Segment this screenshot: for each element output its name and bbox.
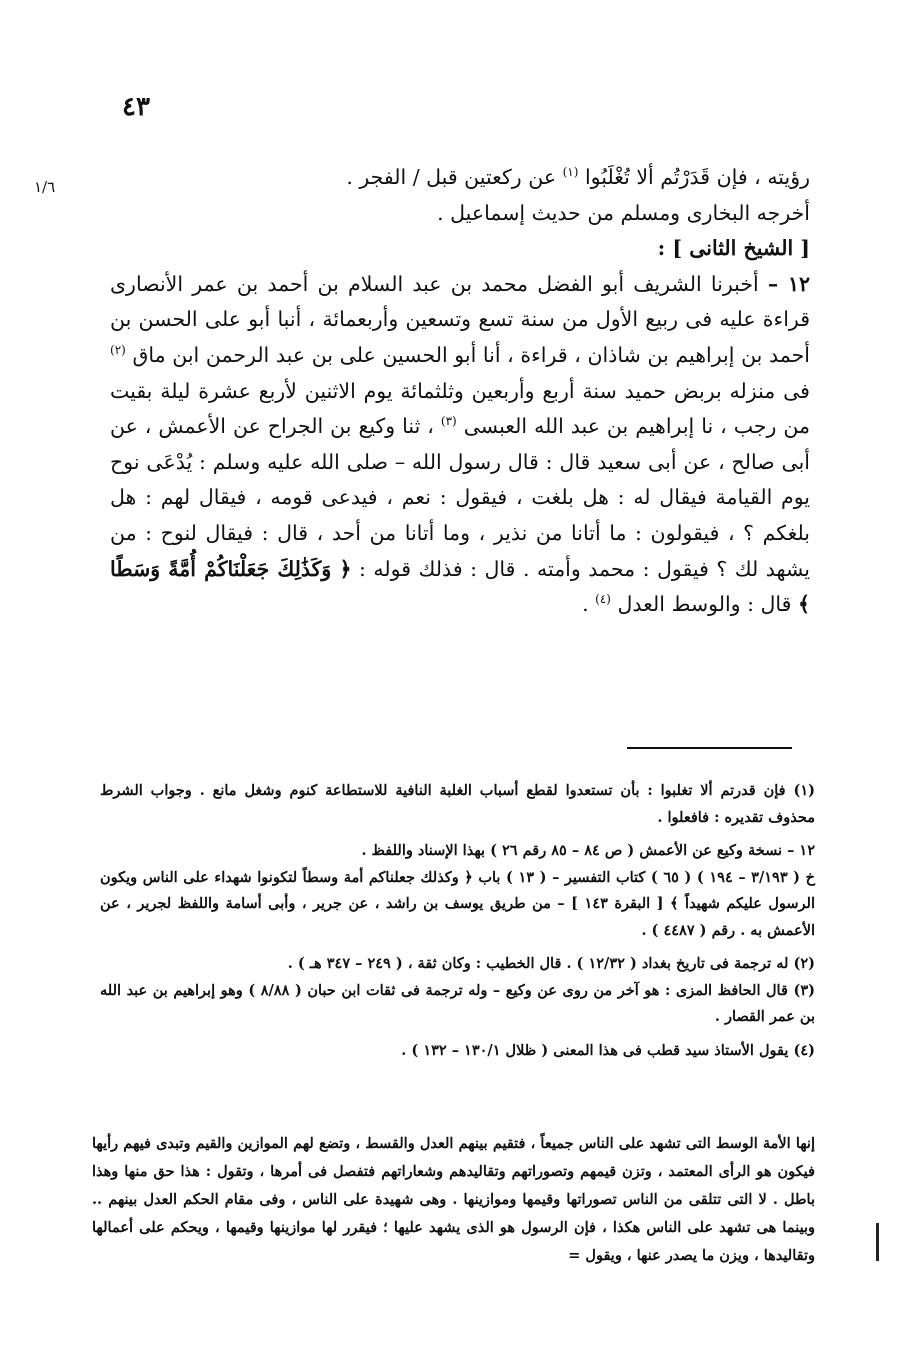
- footnote-4: (٤) يقول الأستاذ سيد قطب فى هذا المعنى ( ظلال ١٣٠/١ – ١٣٢ ) .: [401, 1041, 815, 1059]
- hadith-number: ١٢ –: [767, 271, 810, 296]
- hadith-paragraph: [110, 267, 810, 623]
- quran-quote: ﴿ وَكَذَٰلِكَ جَعَلْنَاكُمْ أُمَّةً وَسَطًا ﴾: [110, 556, 810, 617]
- hadith-text-4: قال : والوسط العدل: [617, 592, 792, 617]
- footnote-4-commentary: إنها الأمة الوسط التى تشهد على الناس جميعاً ، فتقيم بينهم العدل والقسط ، وتضع لهم الموازين والقيم وتبدى فيهم رأيها فيكون هو الرأى المعتمد ، وتزن قيمهم وتصوراتهم وتقاليدهم وشعاراتهم فتفصل فى أمرها ، وتقول : هذا حق منها وهذا باطل . لا التى تتلقى من الناس تصوراتها وقيمها وموازينها . وهى شهيدة على الناس ، وفى مقام الحكم العدل بينهم .. وبينما هى تشهد على الناس هكذا ، فإن الرسول هو الذى يشهد عليها ؛ فيقرر لها موازينها وقيمها ، ويحكم على أعمالها وتقاليدها ، ويزن ما يصدر عنها ، ويقول =: [92, 1135, 815, 1264]
- hadith-text-1: أخبرنا الشريف أبو الفضل محمد بن عبد السلام بن أحمد بن عمر الأنصارى قراءة عليه فى ربيع الأول من سنة تسع وتسعين وأربعمائة ، أنبا أبو على الحسن بن أحمد بن إبراهيم بن شاذان ، قراءة ، أنا أبو الحسين على بن عبد الرحمن ابن ماق: [110, 271, 810, 367]
- footnote-ref-2: (٢): [110, 343, 126, 358]
- footnote-hadith-source: ١٢ – نسخة وكيع عن الأعمش ( ص ٨٤ – ٨٥ رقم ٢٦ ) بهذا الإسناد واللفظ .: [361, 842, 815, 859]
- hadith-end: .: [582, 592, 589, 617]
- hadith-text-3: ، ثنا وكيع بن الجراح عن الأعمش ، عن أبى صالح ، عن أبى سعيد قال : قال رسول الله – صلى الله عليه وسلم : يُدْعَى نوح يوم القيامة فيقال له : هل بلغت ، فيقول : نعم ، فيدعى قومه ، فيقال لهم : هل بلغكم ؟ ، فيقولون : ما أتانا من نذير ، وما أتانا من أحد ، قال : فيقال لنوح : من يشهد لك ؟ فيقول : محمد وأمته . قال : فذلك قوله :: [110, 414, 810, 581]
- main-line-2: أخرجه البخارى ومسلم من حديث إسماعيل .: [437, 200, 810, 225]
- line1-text: رؤيته ، فإن قَدَرْتُم ألا تُغْلَبُوا: [584, 165, 810, 189]
- footnote-hadith-bukhari: خ ( ٣/١٩٣ – ١٩٤ ) ( ٦٥ ) كتاب التفسير – ( ١٣ ) باب ﴿ وكذلك جعلناكم أمة وسطاً لتكونوا شهداء على الناس ويكون الرسول عليكم شهيداً ﴾ [ البقرة ١٤٣ ] – من طريق يوسف بن راشد ، عن جرير ، وأبى أسامة واللفظ لجرير ، عن الأعمش به . رقم ( ٤٤٨٧ ) .: [100, 868, 816, 939]
- main-line-1: [110, 160, 810, 196]
- footnote-ref-1: (١): [562, 165, 579, 180]
- footnote-divider: [627, 747, 792, 749]
- main-text: [110, 160, 810, 623]
- margin-manuscript-folio: ١/٦: [34, 178, 56, 196]
- line1-text-end: عن ركعتين قبل / الفجر .: [346, 165, 557, 189]
- footnotes: [100, 778, 815, 1071]
- footnote-ref-3: (٣): [440, 414, 457, 429]
- footnote-ref-4: (٤): [595, 592, 611, 607]
- section-heading: [ الشيخ الثانى ] :: [657, 236, 810, 261]
- footnote-2: (٢) له ترجمة فى تاريخ بغداد ( ١٢/٣٢ ) . قال الخطيب : وكان ثقة ، ( ٢٤٩ – ٣٤٧ هـ ) .: [287, 955, 815, 972]
- footnote-1: (١) فإن قدرتم ألا تغلبوا : بأن تستعدوا لقطع أسباب الغلبة النافية للاستطاعة كنوم وشغل مانع . وجواب الشرط محذوف تقديره : فافعلوا .: [100, 782, 815, 826]
- scan-edge-mark: [876, 1223, 879, 1261]
- page-number: ٤٣: [122, 92, 150, 122]
- hadith-text-2: فى منزله بربض حميد سنة أربع وأربعين وثلثمائة يوم الاثنين لأربع عشرة ليلة بقيت من رجب ، نا إبراهيم بن عبد الله العبسى: [110, 378, 810, 439]
- footnote-3: (٣) قال الحافظ المزى : هو آخر من روى عن وكيع – وله ترجمة فى ثقات ابن حبان ( ٨/٨٨ ) وهو إبراهيم بن عبد الله بن عمر القصار .: [100, 981, 815, 1025]
